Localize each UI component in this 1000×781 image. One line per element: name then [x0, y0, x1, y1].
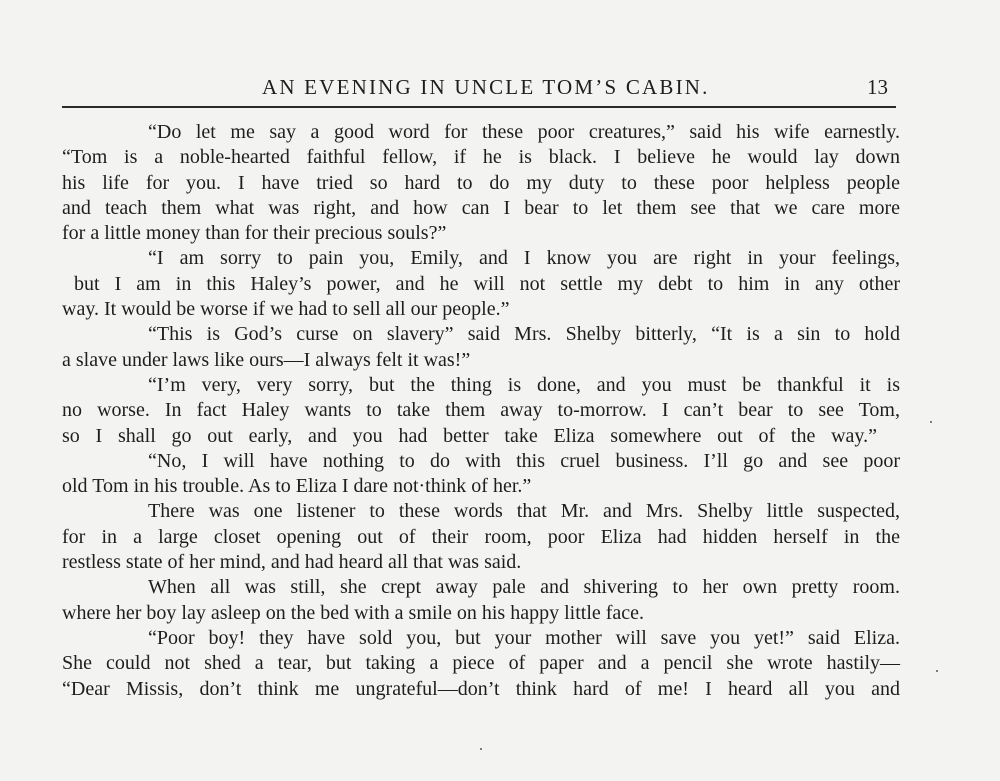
- paper-speck: [930, 421, 932, 423]
- text-line: “This is God’s curse on slavery” said Mrs. Shelby bitterly, “It is a sin to hold: [148, 323, 900, 346]
- text-line: so I shall go out early, and you had better take Eliza somewhere out of the way.”: [62, 424, 877, 447]
- text-line: for in a large closet opening out of their room, poor Eliza had hidden herself in the: [62, 525, 900, 548]
- text-line: When all was still, she crept away pale and shivering to her own pretty room.: [148, 576, 900, 599]
- page-header: [62, 72, 896, 108]
- text-line: but I am in this Haley’s power, and he will not settle my debt to him in any other: [74, 272, 900, 295]
- running-title: AN EVENING IN UNCLE TOM’S CABIN.: [262, 75, 710, 99]
- text-line: There was one listener to these words that Mr. and Mrs. Shelby little suspected,: [148, 500, 900, 523]
- body-text: [62, 120, 900, 702]
- page-number: 13: [867, 75, 888, 99]
- text-line: his life for you. I have tried so hard to do my duty to these poor helpless people: [62, 171, 900, 194]
- text-line: restless state of her mind, and had heard all that was said.: [62, 551, 522, 574]
- text-line: “Dear Missis, don’t think me ungrateful—don’t think hard of me! I heard all you and: [62, 677, 900, 700]
- text-line: “I am sorry to pain you, Emily, and I know you are right in your feelings,: [148, 247, 900, 270]
- text-line: and teach them what was right, and how can I bear to let them see that we care more: [62, 196, 900, 219]
- text-line: old Tom in his trouble. As to Eliza I dare not·think of her.”: [62, 475, 532, 498]
- text-line: She could not shed a tear, but taking a piece of paper and a pencil she wrote hastily—: [62, 652, 900, 675]
- text-line: where her boy lay asleep on the bed with a smile on his happy little face.: [62, 601, 645, 624]
- paper-speck: [936, 670, 938, 672]
- text-line: no worse. In fact Haley wants to take them away to-morrow. I can’t bear to see Tom,: [62, 399, 900, 422]
- text-line: for a little money than for their precious souls?”: [62, 222, 447, 245]
- paper-speck: [480, 748, 482, 750]
- text-line: a slave under laws like ours—I always felt it was!”: [62, 348, 471, 371]
- text-line: “Tom is a noble-hearted faithful fellow, if he is black. I believe he would lay down: [62, 146, 900, 169]
- text-line: “Poor boy! they have sold you, but your mother will save you yet!” said Eliza.: [148, 626, 900, 649]
- text-line: “No, I will have nothing to do with this cruel business. I’ll go and see poor: [148, 449, 900, 472]
- text-line: way. It would be worse if we had to sell all our people.”: [62, 298, 510, 321]
- text-line: “Do let me say a good word for these poor creatures,” said his wife earnestly.: [148, 121, 900, 143]
- text-line: “I’m very, very sorry, but the thing is done, and you must be thankful it is: [148, 373, 900, 396]
